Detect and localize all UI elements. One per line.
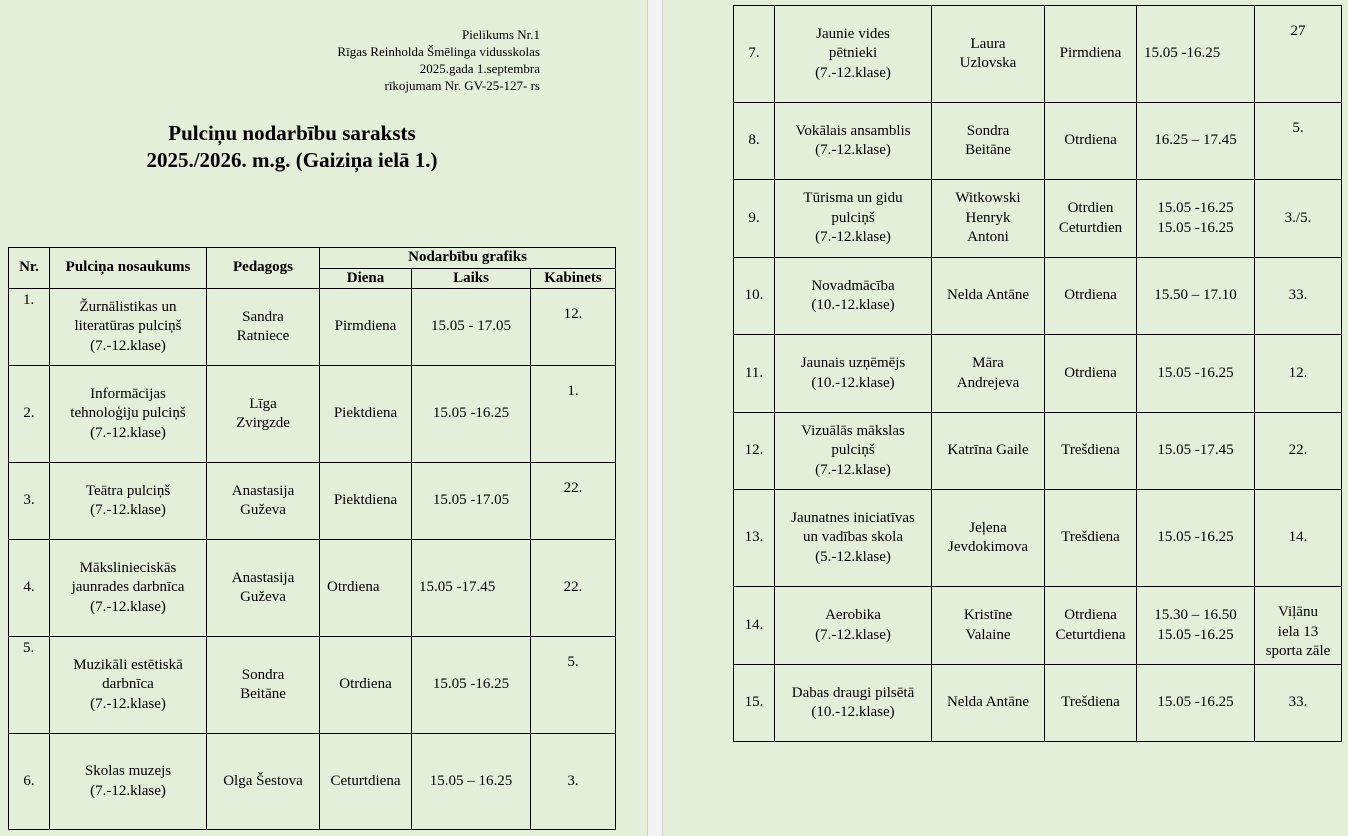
cell-teacher [932, 180, 1045, 258]
cell-line: Laura [970, 35, 1006, 52]
cell-line: Teātra pulciņš [85, 482, 171, 499]
cell-line: 15.05 -17.05 [432, 492, 510, 509]
cell-line: 5. [567, 654, 579, 670]
cell-nr: 1. [9, 289, 50, 366]
cell-line: Muzikāli estētiskā [73, 656, 183, 673]
cell-nr: 15. [734, 665, 775, 742]
cell-line: 27 [1290, 23, 1306, 39]
cell-line: 15.05 -16.25 [432, 676, 510, 693]
cell-line: (7.-12.klase) [815, 461, 891, 478]
cell-line: Aerobika [825, 607, 881, 623]
cell-day [1045, 258, 1137, 335]
header-time: Laiks [412, 268, 531, 289]
cell-line: Sondra [966, 122, 1010, 139]
cell-line: Māra [972, 355, 1004, 371]
cell-nr: 3. [9, 463, 50, 540]
cell-line: Jaunie vides [816, 25, 890, 42]
table-row [734, 258, 1342, 335]
cell-line: 15.05 -16.25 [1144, 45, 1221, 62]
cell-line: Otrdiena [1064, 607, 1117, 623]
cell-day [1045, 490, 1137, 587]
cell-nr: 7. [734, 6, 775, 103]
cell-line: 22. [563, 480, 583, 496]
cell-time [1137, 413, 1255, 490]
cell-day [320, 540, 412, 637]
cell-line: 15.05 -16.25 [1157, 364, 1234, 381]
cell-line: tehnoloģiju pulciņš [70, 405, 186, 422]
cell-line: Witkowski [955, 190, 1021, 207]
cell-teacher [207, 463, 320, 540]
cell-line: 15.05 -16.25 [1157, 529, 1234, 546]
cell-nr: 9. [734, 180, 775, 258]
cell-line: 3. [567, 772, 579, 789]
cell-line: 1. [567, 383, 579, 399]
cell-room [531, 637, 616, 734]
cell-room [531, 463, 616, 540]
cell-nr: 2. [9, 366, 50, 463]
cell-time [1137, 335, 1255, 413]
cell-line: Jaunatnes iniciatīvas [791, 509, 915, 526]
title-line: Pulciņu nodarbību saraksts [168, 121, 416, 145]
cell-line: 15.05 -16.25 [1157, 200, 1234, 216]
cell-line: un vadības skola [803, 529, 903, 546]
cell-line: Žurnālistikas un [79, 298, 177, 315]
cell-line: 16.25 – 17.45 [1154, 132, 1237, 149]
cell-teacher [207, 540, 320, 637]
cell-room [1255, 335, 1342, 413]
page-gutter [647, 0, 663, 836]
cell-line: 15.30 – 16.50 [1154, 607, 1237, 623]
cell-day [1045, 665, 1137, 742]
cell-line: pētnieki [828, 45, 878, 62]
cell-line: 15.05 -16.25 [1157, 219, 1234, 236]
table-row [9, 637, 616, 734]
cell-room [1255, 490, 1342, 587]
cell-teacher [932, 665, 1045, 742]
cell-day [1045, 6, 1137, 103]
cell-room [531, 734, 616, 830]
table-row [9, 540, 616, 637]
cell-line: (10.-12.klase) [811, 297, 895, 313]
cell-line: 22. [563, 579, 583, 596]
appendix-line: Pielikums Nr.1 [461, 27, 540, 42]
cell-nr: 6. [9, 734, 50, 830]
cell-line: Henryk [965, 209, 1011, 226]
appendix-line: 2025.gada 1.septembra [419, 61, 540, 76]
cell-room [1255, 413, 1342, 490]
title-line: 2025./2026. m.g. (Gaiziņa ielā 1.) [146, 148, 438, 172]
table-body-right [734, 6, 1342, 742]
cell-teacher [932, 335, 1045, 413]
cell-line: 15.05 -17.45 [1157, 442, 1234, 459]
cell-name [775, 258, 932, 335]
table-row [734, 180, 1342, 258]
cell-line: Trešdiena [1061, 529, 1120, 546]
cell-name [775, 335, 932, 413]
cell-line: Vizuālās mākslas [801, 422, 905, 439]
cell-line: 33. [1288, 694, 1308, 711]
cell-day [320, 289, 412, 366]
cell-day [320, 637, 412, 734]
cell-line: Katrīna Gaile [947, 442, 1029, 459]
cell-line: Jeļena [969, 519, 1007, 536]
cell-day [1045, 180, 1137, 258]
cell-line: Piektdiena [333, 492, 398, 509]
table-row [9, 463, 616, 540]
cell-line: Piektdiena [333, 405, 398, 422]
cell-name [50, 637, 207, 734]
table-body-left [9, 289, 616, 830]
cell-name [50, 463, 207, 540]
cell-nr: 4. [9, 540, 50, 637]
cell-time [1137, 490, 1255, 587]
cell-line: (10.-12.klase) [811, 704, 895, 720]
cell-time [412, 463, 531, 540]
cell-line: (7.-12.klase) [815, 626, 891, 643]
cell-teacher [932, 587, 1045, 665]
cell-nr: 14. [734, 587, 775, 665]
cell-line: Otrdiena [1064, 364, 1117, 381]
table-row [734, 587, 1342, 665]
appendix-line: Rīgas Reinholda Šmēlinga vidusskolas [337, 44, 540, 59]
cell-line: 15.50 – 17.10 [1154, 287, 1237, 304]
cell-name [775, 490, 932, 587]
table-row [734, 335, 1342, 413]
cell-line: Pirmdiena [1059, 45, 1122, 62]
cell-line: Ratniece [236, 328, 290, 344]
cell-line: jaunrades darbnīca [71, 579, 185, 596]
cell-time [412, 540, 531, 637]
cell-line: pulciņš [831, 209, 875, 226]
cell-line: Tūrisma un gidu [803, 190, 903, 207]
cell-teacher [932, 258, 1045, 335]
cell-line: 22. [1288, 442, 1308, 459]
cell-nr: 12. [734, 413, 775, 490]
cell-line: (7.-12.klase) [815, 64, 891, 81]
cell-line: Jevdokimova [948, 539, 1028, 555]
schedule-table [8, 247, 616, 830]
cell-line: Novadmācība [811, 277, 895, 294]
cell-line: 3./5. [1284, 209, 1312, 226]
cell-line: Jaunais uzņēmējs [800, 355, 906, 371]
cell-day [1045, 103, 1137, 180]
cell-name [50, 540, 207, 637]
table-row [734, 103, 1342, 180]
cell-line: 15.05 – 16.25 [429, 772, 513, 789]
cell-nr: 5. [9, 637, 50, 734]
cell-line: Antoni [967, 229, 1009, 246]
cell-teacher [932, 103, 1045, 180]
cell-line: Otrdiena [1064, 287, 1117, 304]
cell-line: Sondra [241, 666, 285, 683]
cell-line: Otrdiena [327, 579, 380, 596]
cell-room [531, 289, 616, 366]
cell-teacher [207, 289, 320, 366]
table-row [9, 366, 616, 463]
cell-line: 15.05 -16.25 [1157, 626, 1234, 643]
cell-room [1255, 587, 1342, 665]
table-row [9, 734, 616, 830]
cell-line: (7.-12.klase) [90, 502, 166, 518]
cell-teacher [207, 734, 320, 830]
cell-name [775, 413, 932, 490]
cell-line: Pirmdiena [334, 318, 397, 335]
header-schedule: Nodarbību grafiks [320, 248, 616, 269]
table-row [734, 665, 1342, 742]
cell-line: Dabas draugi pilsētā [791, 684, 915, 701]
cell-line: Otrdiena [339, 676, 392, 693]
cell-line: Beitāne [240, 686, 286, 702]
cell-line: Uzlovska [959, 55, 1017, 71]
cell-room [531, 366, 616, 463]
cell-teacher [207, 637, 320, 734]
cell-line: Trešdiena [1061, 694, 1120, 711]
cell-time [1137, 258, 1255, 335]
cell-room [1255, 6, 1342, 103]
header-day: Diena [320, 268, 412, 289]
cell-line: Ceturtdien [1058, 219, 1123, 236]
cell-time [412, 637, 531, 734]
cell-room [1255, 665, 1342, 742]
cell-line: (7.-12.klase) [90, 598, 166, 615]
cell-time [1137, 103, 1255, 180]
cell-line: Līga [249, 395, 277, 412]
schedule-table-continued [733, 5, 1342, 742]
cell-line: 15.05 -16.25 [1157, 694, 1234, 711]
header-teacher: Pedagogs [207, 248, 320, 289]
cell-line: Viļānu [1278, 604, 1318, 620]
cell-nr: 10. [734, 258, 775, 335]
cell-time [1137, 6, 1255, 103]
cell-line: 33. [1288, 287, 1308, 304]
cell-line: darbnīca [102, 676, 154, 693]
appendix-note [337, 26, 540, 94]
cell-line: Anastasija [231, 569, 295, 586]
cell-line: 15.05 - 17.05 [431, 318, 511, 335]
cell-line: Sandra [242, 308, 284, 325]
cell-line: (7.-12.klase) [90, 782, 166, 799]
cell-line: (7.-12.klase) [815, 229, 891, 246]
cell-line: Otrdiena [1064, 132, 1117, 149]
cell-name [50, 289, 207, 366]
cell-line: Zvirgzde [236, 415, 290, 431]
cell-line: Skolas muzejs [84, 763, 172, 779]
cell-time [1137, 665, 1255, 742]
cell-nr: 8. [734, 103, 775, 180]
cell-line: Olga Šestova [223, 772, 303, 789]
cell-line: 5. [1292, 120, 1304, 136]
cell-time [412, 289, 531, 366]
header-room: Kabinets [531, 268, 616, 289]
cell-nr: 13. [734, 490, 775, 587]
cell-room [1255, 180, 1342, 258]
cell-line: 15.05 -16.25 [432, 405, 510, 422]
cell-day [320, 463, 412, 540]
cell-line: Trešdiena [1061, 442, 1120, 459]
cell-name [775, 180, 932, 258]
cell-name [775, 6, 932, 103]
cell-line: Guževa [240, 502, 286, 518]
cell-line: Otrdien [1067, 200, 1114, 216]
cell-time [1137, 587, 1255, 665]
cell-line: iela 13 [1277, 623, 1319, 640]
cell-teacher [932, 490, 1045, 587]
table-row [9, 289, 616, 366]
cell-nr: 11. [734, 335, 775, 413]
cell-day [320, 366, 412, 463]
cell-name [775, 665, 932, 742]
cell-name [775, 103, 932, 180]
cell-line: (5.-12.klase) [815, 548, 891, 565]
cell-day [1045, 335, 1137, 413]
cell-name [775, 587, 932, 665]
cell-line: pulciņš [831, 442, 875, 459]
cell-line: Guževa [240, 589, 286, 605]
cell-line: Vokālais ansamblis [795, 122, 911, 139]
header-nr: Nr. [9, 248, 50, 289]
cell-teacher [207, 366, 320, 463]
cell-line: 15.05 -17.45 [419, 579, 496, 596]
cell-line: Anastasija [231, 482, 295, 499]
cell-line: Nelda Antāne [946, 694, 1030, 711]
cell-line: (7.-12.klase) [815, 142, 891, 158]
table-row [734, 413, 1342, 490]
cell-line: (7.-12.klase) [90, 424, 166, 441]
appendix-line: rīkojumam Nr. GV-25-127- rs [384, 78, 540, 93]
cell-line: Ceturtdiena [330, 772, 401, 789]
cell-line: Mākslinieciskās [79, 559, 177, 576]
cell-line: 14. [1288, 529, 1308, 546]
table-row [734, 490, 1342, 587]
cell-line: literatūras pulciņš [74, 318, 182, 335]
cell-line: Valaine [965, 626, 1011, 643]
cell-time [412, 366, 531, 463]
document-title [70, 120, 514, 174]
cell-line: (7.-12.klase) [90, 695, 166, 712]
cell-room [1255, 103, 1342, 180]
cell-day [1045, 587, 1137, 665]
cell-line: Informācijas [90, 385, 166, 402]
cell-line: (7.-12.klase) [90, 337, 166, 354]
cell-day [1045, 413, 1137, 490]
cell-name [50, 734, 207, 830]
header-name: Pulciņa nosaukums [50, 248, 207, 289]
cell-line: sporta zāle [1265, 643, 1331, 659]
cell-teacher [932, 413, 1045, 490]
cell-line: (10.-12.klase) [811, 374, 895, 391]
cell-day [320, 734, 412, 830]
table-row [734, 6, 1342, 103]
cell-line: Ceturtdiena [1055, 626, 1126, 643]
cell-room [1255, 258, 1342, 335]
cell-time [412, 734, 531, 830]
cell-line: 12. [1288, 364, 1308, 381]
cell-line: Beitāne [965, 142, 1011, 158]
cell-line: 12. [563, 306, 583, 322]
cell-teacher [932, 6, 1045, 103]
cell-line: Nelda Antāne [946, 287, 1030, 304]
cell-name [50, 366, 207, 463]
cell-time [1137, 180, 1255, 258]
cell-line: Kristīne [963, 607, 1013, 623]
cell-line: Andrejeva [956, 374, 1020, 391]
cell-room [531, 540, 616, 637]
